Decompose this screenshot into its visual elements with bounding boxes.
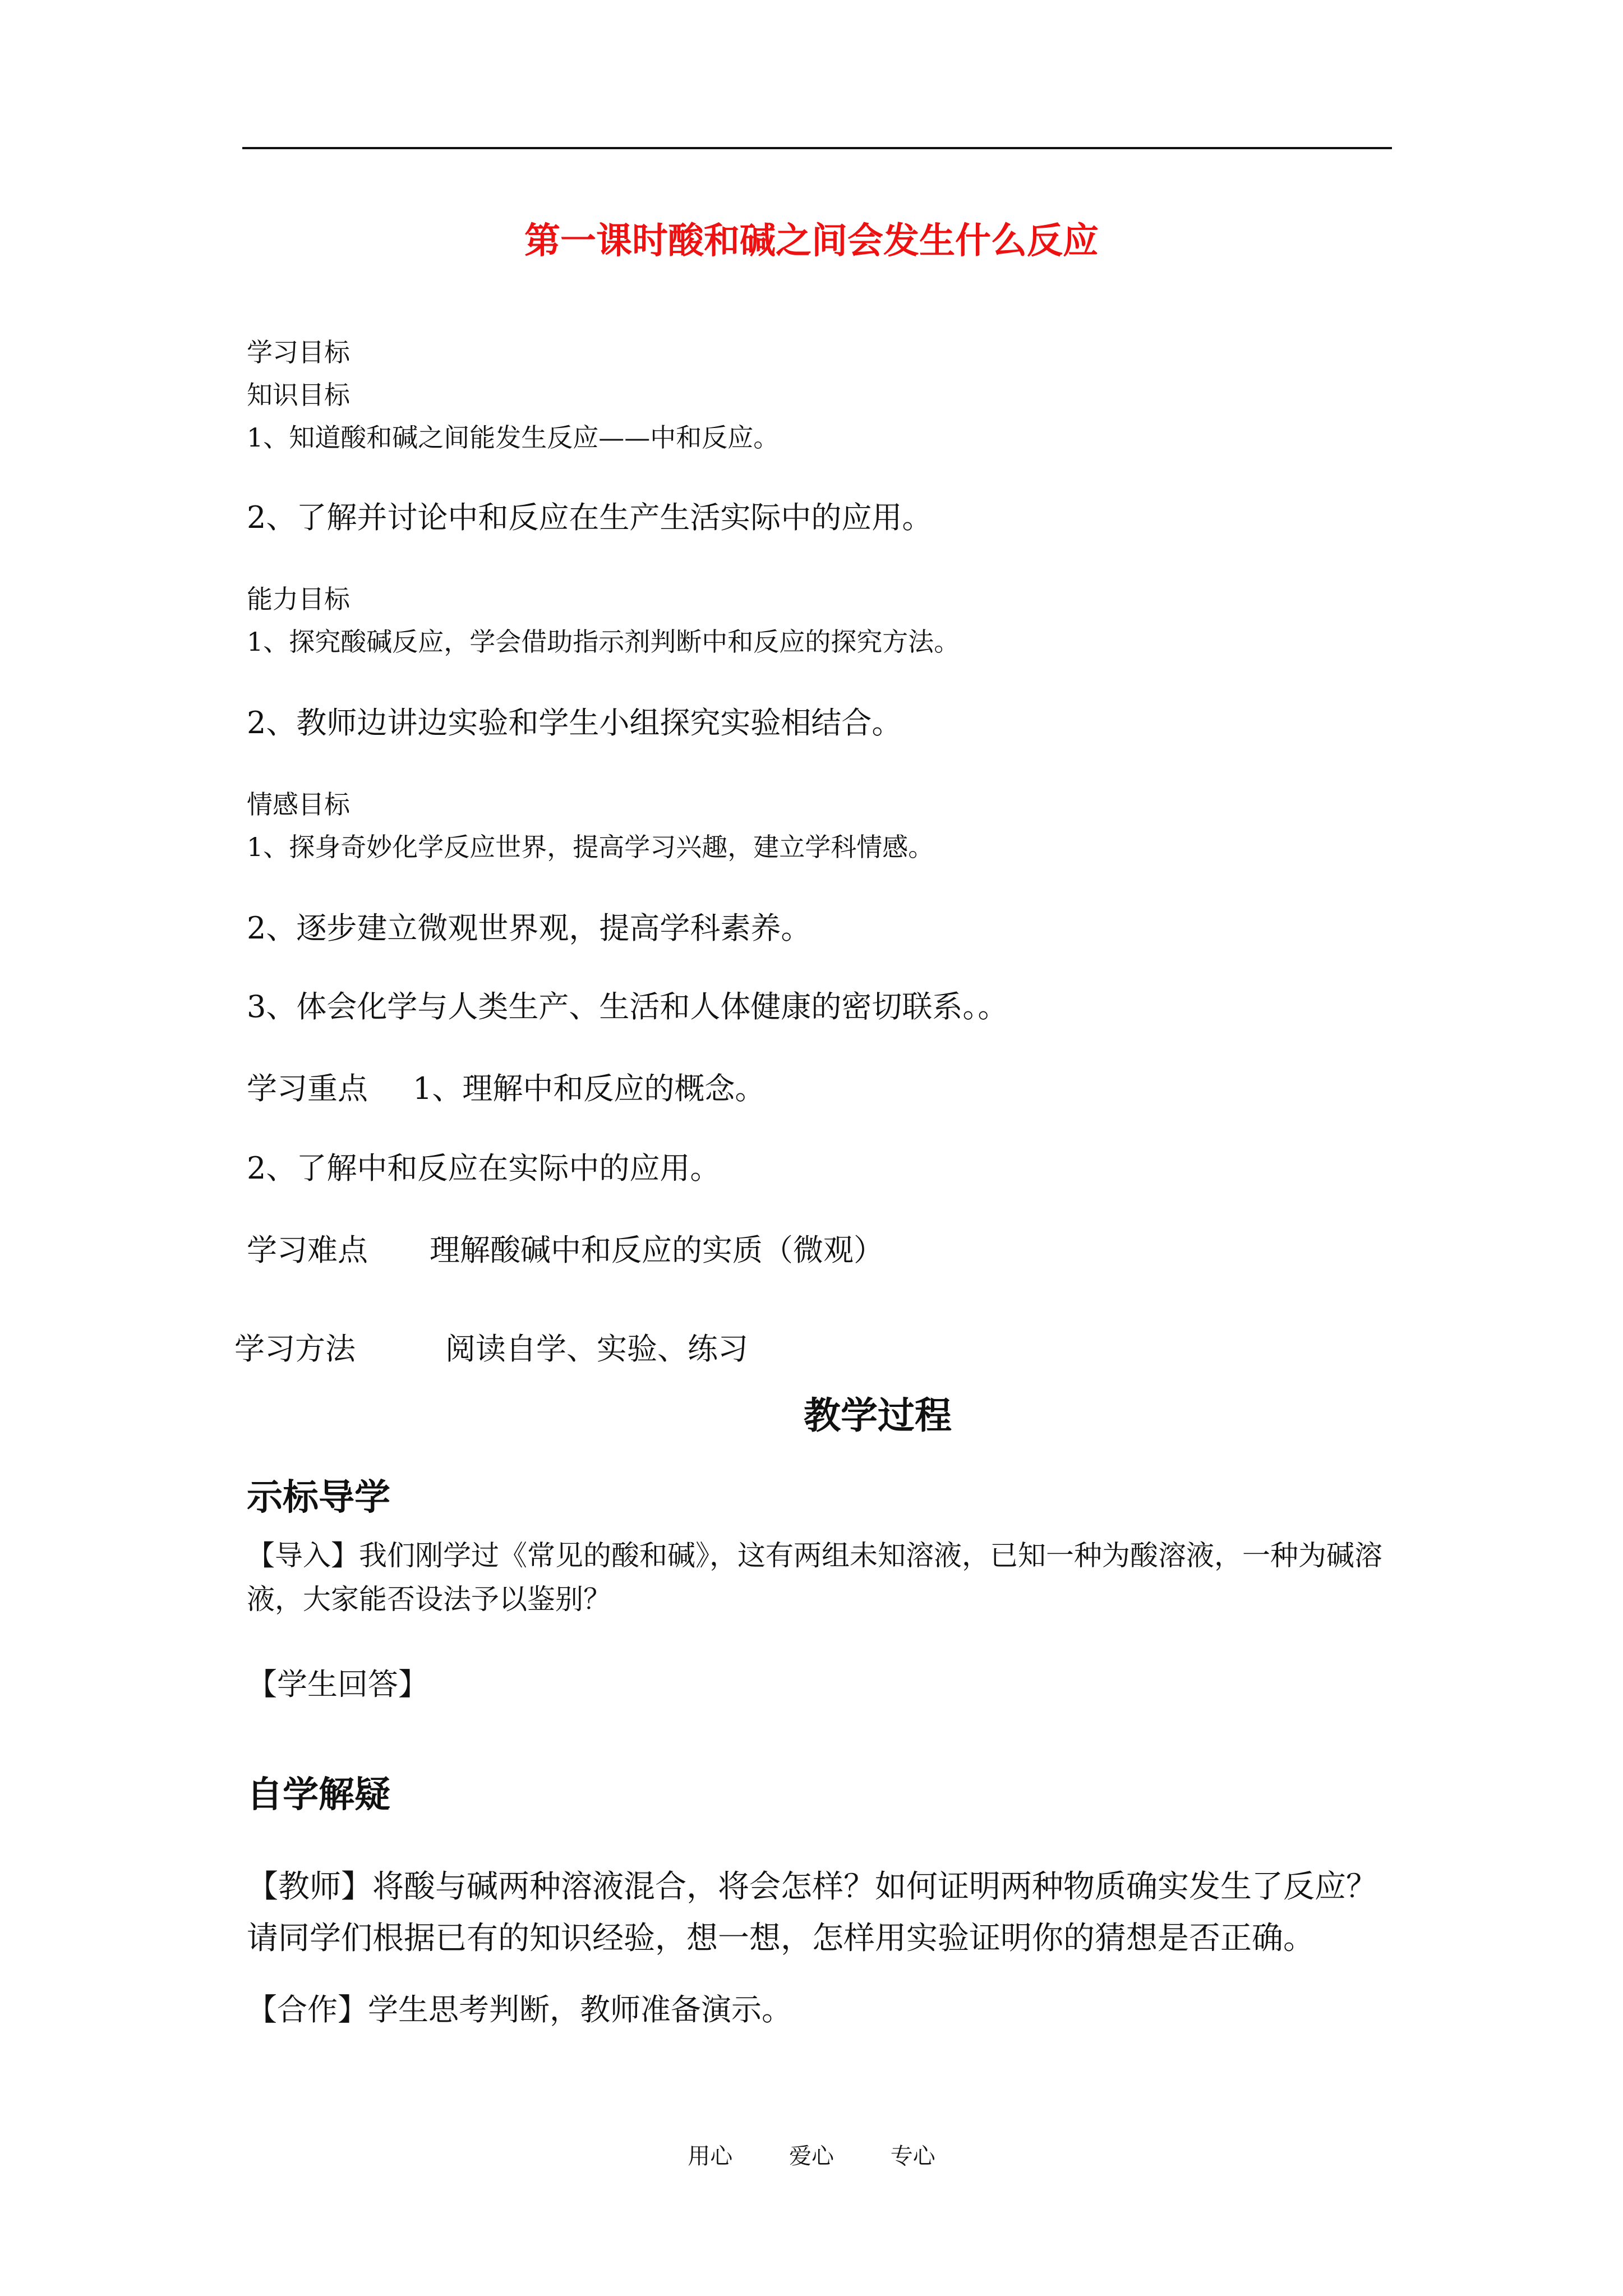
key-point-1: 1、理解中和反应的概念。 (413, 1071, 766, 1106)
method-label: 学习方法 (234, 1331, 356, 1366)
footer-item-2: 爱心 (789, 2143, 834, 2169)
key-point-2: 2、了解中和反应在实际中的应用。 (247, 1151, 721, 1186)
ability-item-1: 1、探究酸碱反应，学会借助指示剂判断中和反应的探究方法。 (247, 627, 960, 657)
student-answer: 【学生回答】 (247, 1667, 428, 1702)
header-rule (242, 147, 1392, 149)
process-heading: 教学过程 (804, 1394, 952, 1437)
footer-item-3: 专心 (890, 2143, 935, 2169)
section-heading-2: 自学解疑 (247, 1774, 390, 1816)
difficulty-row (247, 1226, 884, 1269)
method-text: 阅读自学、实验、练习 (445, 1331, 748, 1366)
cooperate-paragraph: 【合作】学生思考判断，教师准备演示。 (247, 1992, 792, 2027)
emotion-heading: 情感目标 (247, 789, 350, 820)
page-title: 第一课时酸和碱之间会发生什么反应 (524, 220, 1099, 262)
knowledge-item-1: 1、知道酸和碱之间能发生反应——中和反应。 (247, 422, 780, 453)
emotion-item-2: 2、逐步建立微观世界观，提高学科素养。 (247, 910, 811, 946)
key-points-row (247, 1065, 765, 1108)
method-row (234, 1325, 748, 1368)
intro-paragraph: 【导入】我们刚学过《常见的酸和碱》，这有两组未知溶液，已知一种为酸溶液，一种为碱溶液，大家能否设法予以鉴别？ (247, 1539, 1382, 1616)
knowledge-item-2: 2、了解并讨论中和反应在生产生活实际中的应用。 (247, 500, 933, 535)
difficulty-label: 学习难点 (247, 1232, 368, 1268)
section-heading-1: 示标导学 (247, 1477, 390, 1519)
difficulty-text: 理解酸碱中和反应的实质（微观） (430, 1232, 884, 1268)
emotion-item-3: 3、体会化学与人类生产、生活和人体健康的密切联系。。 (247, 989, 1008, 1024)
knowledge-heading: 知识目标 (247, 380, 350, 410)
ability-heading: 能力目标 (247, 584, 350, 614)
footer-item-1: 用心 (688, 2143, 733, 2169)
ability-item-2: 2、教师边讲边实验和学生小组探究实验相结合。 (247, 705, 902, 740)
teacher-paragraph: 【教师】将酸与碱两种溶液混合，将会怎样？如何证明两种物质确实发生了反应？请同学们根据已有的知识经验，想一想，怎样用实验证明你的猜想是否正确。 (247, 1869, 1377, 1957)
goals-heading: 学习目标 (247, 337, 350, 367)
footer (0, 2138, 1623, 2170)
emotion-item-1: 1、探身奇妙化学反应世界，提高学习兴趣，建立学科情感。 (247, 832, 934, 862)
key-points-label: 学习重点 (247, 1071, 368, 1106)
